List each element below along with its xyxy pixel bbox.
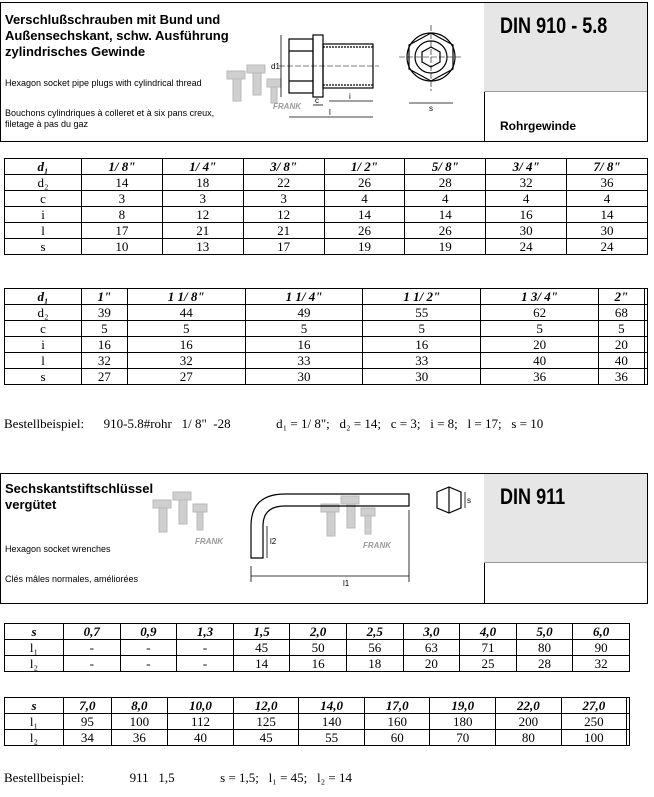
table-cell: 112	[168, 714, 234, 730]
table-cell: 3	[162, 191, 243, 207]
table-header-cell: 17,0	[364, 698, 430, 714]
table-cell: 44	[127, 305, 245, 321]
dim-l-label: l	[329, 108, 331, 117]
table-cell: 36	[567, 175, 648, 191]
table-header-cell: 0,7	[64, 624, 121, 640]
table-cell: 28	[516, 656, 573, 672]
table-cell: 68	[599, 305, 645, 321]
table-header-cell: d₁	[5, 289, 82, 305]
table-cell: 22	[243, 175, 324, 191]
table-cell: 40	[599, 353, 645, 369]
row-label-cell: c	[5, 191, 82, 207]
table-header-cell: 1 3/ 4"	[481, 289, 599, 305]
table-cell: 4	[567, 191, 648, 207]
dim-d1-label: d1	[271, 62, 280, 71]
table-cell	[644, 305, 647, 321]
table-row	[5, 640, 630, 656]
din910-label: DIN 910 - 5.8	[500, 13, 608, 38]
table-header-cell: 27,0	[561, 698, 627, 714]
table-header-cell: 2"	[599, 289, 645, 305]
table-header-row	[5, 624, 630, 640]
table-row	[5, 337, 648, 353]
table-header-cell: 1/ 4"	[162, 159, 243, 175]
table-header-cell: 10,0	[168, 698, 234, 714]
table-row	[5, 353, 648, 369]
table-cell: 24	[567, 239, 648, 255]
table-cell: -	[177, 656, 234, 672]
din910-french-line-1: Bouchons cylindriques à colleret et à six pans creux,	[5, 108, 215, 118]
table-cell: 32	[127, 353, 245, 369]
table-cell: 45	[233, 640, 290, 656]
table-header-cell: 8,0	[111, 698, 168, 714]
din910-standard-box	[484, 3, 647, 141]
table-cell: 100	[111, 714, 168, 730]
table-header-cell: 2,5	[346, 624, 403, 640]
table-cell: 39	[82, 305, 128, 321]
table-cell: 60	[364, 730, 430, 746]
table-cell: 5	[127, 321, 245, 337]
din910-table-2	[4, 288, 648, 385]
dim-c-label: c	[315, 96, 319, 105]
row-label-cell: l₁	[5, 640, 64, 656]
din910-french-line-2: filetage à pas du gaz	[5, 119, 89, 129]
table-cell: 180	[430, 714, 496, 730]
table-cell: 55	[363, 305, 481, 321]
table-cell: 14	[324, 207, 405, 223]
table-cell: 40	[168, 730, 234, 746]
table-cell: 30	[245, 369, 363, 385]
row-label-cell: c	[5, 321, 82, 337]
table-cell: 26	[405, 223, 486, 239]
table-header-cell	[644, 289, 647, 305]
table-cell	[627, 730, 630, 746]
din910-title-line-1: Verschlußschrauben mit Bund und	[5, 12, 221, 27]
table-cell: 14	[567, 207, 648, 223]
row-label-cell: d₂	[5, 305, 82, 321]
din911-header	[0, 473, 648, 604]
table-cell: 56	[346, 640, 403, 656]
table-cell: 34	[64, 730, 112, 746]
table-cell: 21	[162, 223, 243, 239]
table-header-cell: d₁	[5, 159, 82, 175]
table-cell: -	[177, 640, 234, 656]
table-cell: 40	[481, 353, 599, 369]
din911-label: DIN 911	[500, 484, 566, 509]
table-header-cell: 1,3	[177, 624, 234, 640]
table-header-row	[5, 698, 630, 714]
dim-l2-label: l2	[270, 537, 277, 546]
table-cell: 17	[243, 239, 324, 255]
table-header-cell: 14,0	[299, 698, 365, 714]
table-cell: 26	[324, 223, 405, 239]
table-cell: 33	[245, 353, 363, 369]
table-cell: 30	[486, 223, 567, 239]
table-cell: 14	[82, 175, 163, 191]
table-cell: 26	[324, 175, 405, 191]
table-row	[5, 656, 630, 672]
table-cell: 90	[573, 640, 630, 656]
table-header-cell: 1 1/ 4"	[245, 289, 363, 305]
table-row	[5, 714, 630, 730]
frank-logo	[149, 484, 235, 554]
table-row	[5, 239, 648, 255]
din910-table-1	[4, 158, 648, 255]
table-cell: 30	[567, 223, 648, 239]
table-cell: 32	[573, 656, 630, 672]
table-cell: 12	[243, 207, 324, 223]
table-cell	[644, 369, 647, 385]
din910-description	[1, 3, 485, 141]
table-cell: 63	[403, 640, 460, 656]
table-cell: 10	[82, 239, 163, 255]
table-header-cell: 5,0	[516, 624, 573, 640]
table-header-cell: 2,0	[290, 624, 347, 640]
table-cell: 20	[481, 337, 599, 353]
table-cell: 16	[486, 207, 567, 223]
dim-i-label: i	[349, 92, 351, 101]
table-cell	[644, 353, 647, 369]
table-cell	[644, 337, 647, 353]
frank-logo-text: FRANK	[363, 541, 391, 550]
table-cell: 14	[233, 656, 290, 672]
table-row	[5, 191, 648, 207]
table-cell: 16	[127, 337, 245, 353]
table-cell: 16	[82, 337, 128, 353]
table-header-cell: 4,0	[460, 624, 517, 640]
table-header-row	[5, 159, 648, 175]
table-cell: 16	[363, 337, 481, 353]
table-cell: 14	[405, 207, 486, 223]
din911-table-1	[4, 623, 630, 672]
table-cell: 4	[486, 191, 567, 207]
din911-order-example: Bestellbeispiel: 911 1,5 s = 1,5; l₁ = 45; l₂ = 14	[4, 770, 352, 785]
table-cell: 32	[486, 175, 567, 191]
table-header-cell: 22,0	[496, 698, 562, 714]
table-cell: 12	[162, 207, 243, 223]
table-cell: 25	[460, 656, 517, 672]
din910-english-text: Hexagon socket pipe plugs with cylindrical thread	[5, 78, 202, 88]
table-cell: 4	[324, 191, 405, 207]
table-cell	[644, 321, 647, 337]
row-label-cell: i	[5, 207, 82, 223]
din911-title-line-1: Sechskantstiftschlüssel	[5, 481, 154, 496]
table-header-cell: 1 1/ 8"	[127, 289, 245, 305]
table-header-cell: 6,0	[573, 624, 630, 640]
table-row	[5, 223, 648, 239]
table-header-cell: 1,5	[233, 624, 290, 640]
table-cell: 33	[363, 353, 481, 369]
dim-l1-label: l1	[343, 579, 350, 588]
row-label-cell: s	[5, 369, 82, 385]
table-header-cell: 7,0	[64, 698, 112, 714]
table-header-cell: 1/ 8"	[82, 159, 163, 175]
table-header-cell: 19,0	[430, 698, 496, 714]
table-cell: 36	[111, 730, 168, 746]
row-label-cell: l₂	[5, 656, 64, 672]
din911-english-text: Hexagon socket wrenches	[5, 544, 111, 554]
din911-title-line-2: vergütet	[5, 497, 57, 512]
table-row	[5, 730, 630, 746]
table-row	[5, 207, 648, 223]
table-cell: 16	[245, 337, 363, 353]
table-cell: 27	[82, 369, 128, 385]
table-cell: 20	[599, 337, 645, 353]
row-label-cell: l₂	[5, 730, 64, 746]
table-cell: 160	[364, 714, 430, 730]
din911-table-2	[4, 697, 630, 746]
table-cell: 5	[245, 321, 363, 337]
table-header-row	[5, 289, 648, 305]
table-cell: 50	[290, 640, 347, 656]
table-cell: 5	[481, 321, 599, 337]
din910-title-line-2: Außensechskant, schw. Ausführung	[5, 28, 229, 43]
din911-description	[1, 474, 485, 603]
table-cell: 19	[405, 239, 486, 255]
table-header-cell: 12,0	[233, 698, 299, 714]
row-label-cell: d₂	[5, 175, 82, 191]
din910-order-example: Bestellbeispiel: 910-5.8#rohr 1/ 8" -28 d₁ = 1/ 8"; d₂ = 14; c = 3; i = 8; l = 17; s = 10	[4, 416, 544, 431]
table-cell: 80	[496, 730, 562, 746]
din910-subtitle: Rohrgewinde	[500, 119, 577, 133]
dim-s-label: s	[467, 496, 471, 505]
table-cell: 62	[481, 305, 599, 321]
table-header-cell	[627, 698, 630, 714]
table-cell: 200	[496, 714, 562, 730]
table-header-cell: 3/ 8"	[243, 159, 324, 175]
table-cell: 32	[82, 353, 128, 369]
din911-grey-panel	[484, 474, 647, 563]
frank-logo-text: FRANK	[195, 537, 223, 546]
table-cell: 140	[299, 714, 365, 730]
frank-logo-text: FRANK	[273, 102, 301, 111]
row-label-cell: s	[5, 239, 82, 255]
table-cell: 80	[516, 640, 573, 656]
table-cell: -	[120, 640, 177, 656]
table-cell	[627, 714, 630, 730]
table-cell: -	[64, 640, 121, 656]
row-label-cell: l	[5, 223, 82, 239]
table-cell: 95	[64, 714, 112, 730]
table-cell: 70	[430, 730, 496, 746]
table-cell: -	[64, 656, 121, 672]
table-cell: 27	[127, 369, 245, 385]
table-cell: 250	[561, 714, 627, 730]
din911-standard-box	[484, 474, 647, 603]
table-cell: 5	[82, 321, 128, 337]
table-row	[5, 175, 648, 191]
table-cell: 55	[299, 730, 365, 746]
table-row	[5, 305, 648, 321]
table-cell: 3	[82, 191, 163, 207]
table-row	[5, 321, 648, 337]
table-cell: 4	[405, 191, 486, 207]
row-label-cell: l₁	[5, 714, 64, 730]
table-cell: 13	[162, 239, 243, 255]
table-cell: 16	[290, 656, 347, 672]
table-cell: 100	[561, 730, 627, 746]
dim-s-label: s	[429, 104, 433, 113]
table-cell: 5	[599, 321, 645, 337]
table-row	[5, 369, 648, 385]
table-cell: 24	[486, 239, 567, 255]
table-cell: -	[120, 656, 177, 672]
table-header-cell: 1 1/ 2"	[363, 289, 481, 305]
table-header-cell: 3,0	[403, 624, 460, 640]
din911-french-text: Clés mâles normales, améliorées	[5, 574, 139, 584]
table-cell: 28	[405, 175, 486, 191]
table-cell: 71	[460, 640, 517, 656]
table-cell: 18	[162, 175, 243, 191]
table-cell: 8	[82, 207, 163, 223]
table-cell: 5	[363, 321, 481, 337]
row-label-cell: i	[5, 337, 82, 353]
table-cell: 18	[346, 656, 403, 672]
din910-title-line-3: zylindrisches Gewinde	[5, 44, 146, 59]
hex-key-drawing	[237, 486, 473, 598]
pipe-plug-drawing	[269, 11, 479, 129]
table-header-cell: 0,9	[120, 624, 177, 640]
table-header-cell: 1"	[82, 289, 128, 305]
row-label-cell: l	[5, 353, 82, 369]
table-cell: 19	[324, 239, 405, 255]
din910-grey-panel	[484, 3, 647, 92]
table-cell: 49	[245, 305, 363, 321]
table-header-cell: 7/ 8"	[567, 159, 648, 175]
table-header-cell: 5/ 8"	[405, 159, 486, 175]
table-cell: 125	[233, 714, 299, 730]
table-header-cell: s	[5, 624, 64, 640]
table-cell: 30	[363, 369, 481, 385]
table-cell: 21	[243, 223, 324, 239]
table-cell: 36	[599, 369, 645, 385]
table-cell: 45	[233, 730, 299, 746]
table-header-cell: s	[5, 698, 64, 714]
table-cell: 17	[82, 223, 163, 239]
table-cell: 20	[403, 656, 460, 672]
table-cell: 36	[481, 369, 599, 385]
table-header-cell: 3/ 4"	[486, 159, 567, 175]
table-cell: 3	[243, 191, 324, 207]
din910-header	[0, 2, 648, 142]
table-header-cell: 1/ 2"	[324, 159, 405, 175]
